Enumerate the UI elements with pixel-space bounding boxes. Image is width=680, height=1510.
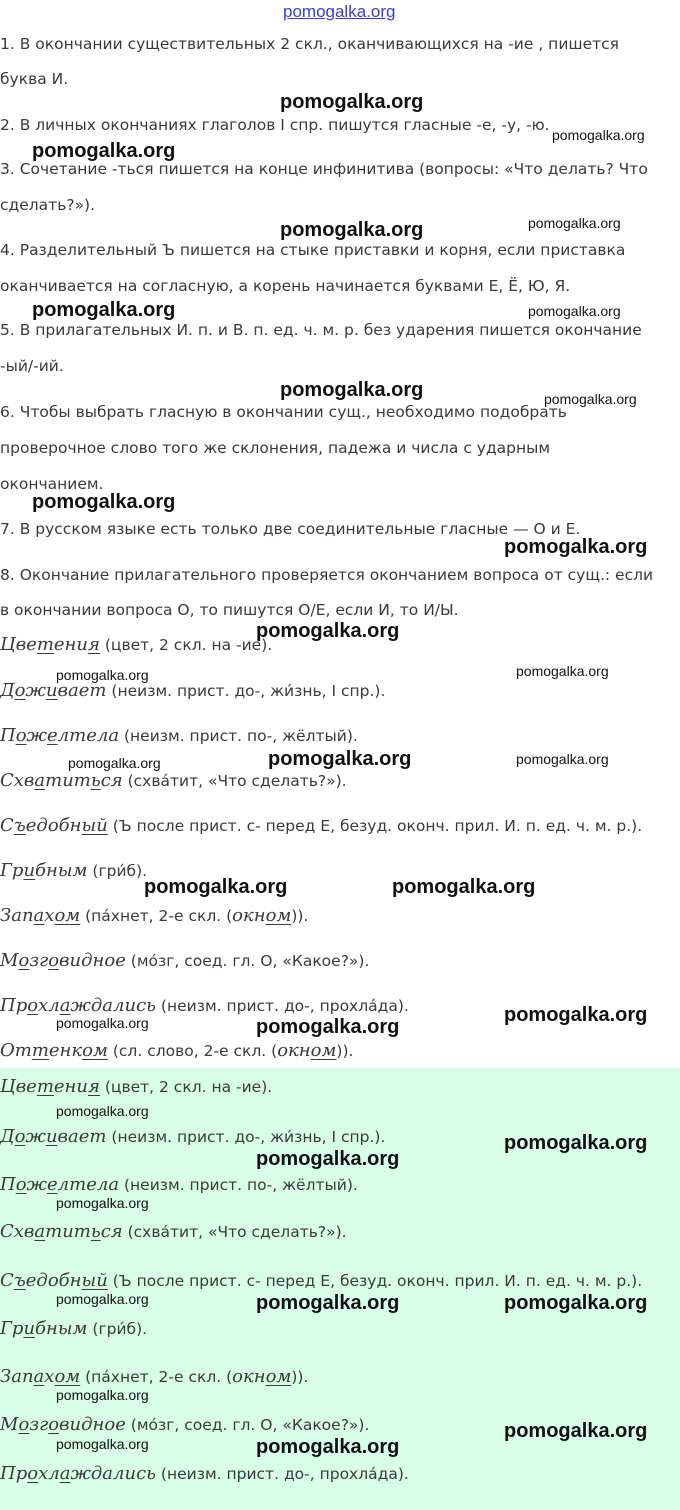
- rule-line: оканчивается на согласную, а корень начинается буквами Е, Ё, Ю, Я.: [0, 277, 571, 295]
- word-part: окн: [277, 1040, 311, 1061]
- example-line: [0, 1040, 353, 1061]
- word-part: ом: [265, 1366, 292, 1387]
- example-line: [0, 1463, 409, 1484]
- example-line: [0, 1366, 308, 1387]
- example-word: [0, 1040, 108, 1061]
- word-part: Д: [0, 1126, 15, 1147]
- watermark: pomogalka.org: [504, 1004, 648, 1026]
- example-note: (неизм. прист. до-, жи́знь, I спр.).: [106, 682, 386, 700]
- word-part: ждались: [70, 995, 156, 1016]
- word-part: ом: [54, 905, 81, 926]
- example-note: (гри́б).: [87, 1320, 148, 1338]
- watermark: pomogalka.org: [256, 1016, 400, 1038]
- word-part: е: [47, 725, 58, 746]
- rule-line: 3. Сочетание -ться пишется на конце инфинитива (вопросы: «Что делать? Что: [0, 160, 648, 178]
- watermark: pomogalka.org: [144, 876, 288, 898]
- rule-line: в окончании вопроса О, то пишутся О/Е, если И, то И/Ы.: [0, 601, 459, 619]
- word-part: П: [0, 1174, 16, 1195]
- example-note: (неизм. прист. до-, жи́знь, I спр.).: [106, 1128, 386, 1146]
- example-note: (цвет, 2 скл. на -ие).: [99, 636, 273, 654]
- example-line: [0, 1270, 642, 1291]
- word-part: вает: [57, 1126, 107, 1147]
- word-part: Схв: [0, 1221, 35, 1242]
- word-part: ж: [26, 1174, 48, 1195]
- word-part: ый: [81, 1270, 108, 1291]
- example-word: [0, 950, 126, 971]
- example-word: [0, 634, 100, 655]
- word-part: о: [14, 1126, 26, 1147]
- word-part: ж: [25, 1126, 46, 1147]
- rule-line: 4. Разделительный Ъ пишется на стыке приставки и корня, если приставка: [0, 241, 626, 259]
- example-note: (схва́тит, «Что сделать?»).: [122, 772, 347, 790]
- example-note: (неизм. прист. до-, прохла́да).: [155, 1465, 409, 1483]
- watermark: pomogalka.org: [280, 91, 424, 113]
- watermark: pomogalka.org: [504, 536, 648, 558]
- example-note: (Ъ после прист. с- перед Е, безуд. оконч. прил. И. п. ед. ч. м. р.).: [107, 1272, 643, 1290]
- word-part: и: [23, 1318, 36, 1339]
- example-word: [0, 815, 108, 836]
- rule-line: -ый/-ий.: [0, 357, 64, 375]
- word-part: ж: [25, 680, 46, 701]
- word-part: Пр: [0, 995, 28, 1016]
- word-part: о: [27, 995, 39, 1016]
- example-line: [0, 1221, 347, 1242]
- watermark: pomogalka.org: [504, 1132, 648, 1154]
- word-part: ом: [265, 905, 292, 926]
- example-word: [0, 1076, 100, 1097]
- watermark: pomogalka.org: [256, 1436, 400, 1458]
- word-part: ом: [82, 1040, 108, 1061]
- example-note: (цвет, 2 скл. на -ие).: [99, 1078, 273, 1096]
- example-tail-word: [232, 905, 291, 926]
- watermark: pomogalka.org: [32, 299, 176, 321]
- word-part: х: [44, 1366, 55, 1387]
- word-part: Гр: [0, 1318, 24, 1339]
- word-part: и: [45, 1126, 58, 1147]
- watermark: pomogalka.org: [256, 620, 400, 642]
- watermark: pomogalka.org: [56, 1103, 149, 1119]
- example-word: [0, 860, 87, 881]
- example-line: [0, 1318, 147, 1339]
- word-part: о: [48, 950, 60, 971]
- watermark: pomogalka.org: [552, 127, 645, 143]
- watermark: pomogalka.org: [504, 1420, 648, 1442]
- example-line: [0, 680, 385, 701]
- example-word: [0, 1318, 87, 1339]
- word-part: бным: [35, 860, 88, 881]
- word-part: ъ: [13, 815, 26, 836]
- word-part: зг: [29, 1414, 49, 1435]
- watermark: pomogalka.org: [56, 1436, 149, 1452]
- example-line: [0, 1414, 369, 1435]
- example-note: (па́хнет, 2-е скл. (: [80, 907, 233, 925]
- watermark: pomogalka.org: [256, 1292, 400, 1314]
- example-word: [0, 770, 123, 791]
- example-word: [0, 725, 119, 746]
- example-end: )).: [336, 1042, 354, 1060]
- example-note: (схва́тит, «Что сделать?»).: [122, 1223, 347, 1241]
- word-part: ся: [100, 1221, 123, 1242]
- word-part: окн: [232, 905, 266, 926]
- example-note: (гри́б).: [87, 862, 148, 880]
- word-part: ом: [310, 1040, 337, 1061]
- word-part: ом: [54, 1366, 81, 1387]
- word-part: ъ: [13, 1270, 26, 1291]
- watermark: pomogalka.org: [528, 303, 621, 319]
- example-line: [0, 905, 308, 926]
- word-part: Цве: [0, 634, 37, 655]
- word-part: едобн: [25, 815, 82, 836]
- example-word: [0, 680, 106, 701]
- example-line: [0, 815, 642, 836]
- rule-line: 8. Окончание прилагательного проверяется окончанием вопроса от сущ.: если: [0, 566, 654, 584]
- rule-line: 1. В окончании существительных 2 скл., оканчивающихся на -ие , пишется: [0, 35, 619, 53]
- word-part: т: [36, 1076, 54, 1097]
- word-part: о: [14, 680, 26, 701]
- word-part: х: [44, 905, 55, 926]
- rule-line: буква И.: [0, 70, 69, 88]
- word-part: Цве: [0, 1076, 37, 1097]
- example-note: (сл. слово, 2-е скл. (: [107, 1042, 278, 1060]
- watermark: pomogalka.org: [56, 1195, 149, 1211]
- example-tail-word: [277, 1040, 336, 1061]
- word-part: бным: [35, 1318, 88, 1339]
- example-tail-word: [232, 1366, 291, 1387]
- word-part: С: [0, 1270, 14, 1291]
- watermark: pomogalka.org: [504, 1292, 648, 1314]
- word-part: о: [48, 1414, 60, 1435]
- watermark: pomogalka.org: [256, 1148, 400, 1170]
- example-line: [0, 1076, 272, 1097]
- word-part: ь: [90, 1221, 101, 1242]
- word-part: ж: [26, 725, 48, 746]
- word-part: видное: [59, 1414, 126, 1435]
- rule-line: 5. В прилагательных И. п. и В. п. ед. ч. м. р. без ударения пишется окончание: [0, 321, 642, 339]
- word-part: М: [0, 1414, 19, 1435]
- word-part: а: [34, 1221, 46, 1242]
- example-line: [0, 950, 369, 971]
- word-part: я: [88, 634, 100, 655]
- site-link[interactable]: pomogalka.org: [283, 2, 396, 21]
- word-part: а: [59, 1463, 71, 1484]
- watermark: pomogalka.org: [56, 1291, 149, 1307]
- example-note: (мо́зг, соед. гл. О, «Какое?»).: [125, 1416, 370, 1434]
- word-part: и: [45, 680, 58, 701]
- word-part: Пр: [0, 1463, 28, 1484]
- word-part: е: [47, 1174, 58, 1195]
- watermark: pomogalka.org: [516, 663, 609, 679]
- word-part: лтела: [57, 1174, 120, 1195]
- example-note: (неизм. прист. по-, жёлтый).: [119, 727, 358, 745]
- word-part: о: [15, 1174, 27, 1195]
- example-word: [0, 1174, 119, 1195]
- example-line: [0, 995, 409, 1016]
- rule-line: 2. В личных окончаниях глаголов I спр. пишутся гласные -е, -у, -ю.: [0, 116, 550, 134]
- watermark: pomogalka.org: [280, 379, 424, 401]
- example-line: [0, 725, 358, 746]
- word-part: ся: [100, 770, 123, 791]
- word-part: т: [36, 634, 54, 655]
- example-note: (Ъ после прист. с- перед Е, безуд. оконч. прил. И. п. ед. ч. м. р.).: [107, 817, 643, 835]
- word-part: о: [18, 1414, 30, 1435]
- word-part: М: [0, 950, 19, 971]
- word-part: ени: [53, 634, 89, 655]
- watermark: pomogalka.org: [280, 219, 424, 241]
- rule-line: 7. В русском языке есть только две соединительные гласные — О и Е.: [0, 520, 581, 538]
- rule-line: проверочное слово того же склонения, падежа и числа с ударным: [0, 439, 551, 457]
- word-part: едобн: [25, 1270, 82, 1291]
- word-part: ь: [90, 770, 101, 791]
- word-part: хл: [38, 995, 60, 1016]
- example-word: [0, 1270, 108, 1291]
- word-part: а: [59, 995, 71, 1016]
- example-word: [0, 1221, 123, 1242]
- example-end: )).: [291, 907, 309, 925]
- word-part: П: [0, 725, 16, 746]
- word-part: т: [31, 1040, 49, 1061]
- example-word: [0, 1414, 126, 1435]
- example-word: [0, 1126, 106, 1147]
- word-part: тит: [45, 770, 91, 791]
- word-part: я: [88, 1076, 100, 1097]
- watermark: pomogalka.org: [68, 755, 161, 771]
- example-word: [0, 1366, 80, 1387]
- watermark: pomogalka.org: [544, 391, 637, 407]
- example-note: (па́хнет, 2-е скл. (: [80, 1368, 233, 1386]
- word-part: зг: [29, 950, 49, 971]
- word-part: видное: [59, 950, 126, 971]
- word-part: тит: [45, 1221, 91, 1242]
- example-line: [0, 1174, 358, 1195]
- example-note: (мо́зг, соед. гл. О, «Какое?»).: [125, 952, 370, 970]
- watermark: pomogalka.org: [392, 876, 536, 898]
- watermark: pomogalka.org: [516, 751, 609, 767]
- word-part: енк: [48, 1040, 83, 1061]
- word-part: ждались: [70, 1463, 156, 1484]
- word-part: От: [0, 1040, 32, 1061]
- word-part: о: [15, 725, 27, 746]
- example-word: [0, 905, 80, 926]
- word-part: а: [34, 770, 46, 791]
- example-note: (неизм. прист. до-, прохла́да).: [155, 997, 409, 1015]
- word-part: окн: [232, 1366, 266, 1387]
- watermark: pomogalka.org: [528, 215, 621, 231]
- example-note: (неизм. прист. по-, жёлтый).: [119, 1176, 358, 1194]
- rule-line: 6. Чтобы выбрать гласную в окончании сущ., необходимо подобрать: [0, 403, 567, 421]
- word-part: Схв: [0, 770, 35, 791]
- word-part: а: [33, 905, 45, 926]
- example-line: [0, 634, 272, 655]
- word-part: и: [23, 860, 36, 881]
- example-line: [0, 860, 147, 881]
- word-part: о: [18, 950, 30, 971]
- example-line: [0, 770, 347, 791]
- watermark: pomogalka.org: [268, 748, 412, 770]
- word-part: а: [33, 1366, 45, 1387]
- word-part: С: [0, 815, 14, 836]
- example-word: [0, 1463, 156, 1484]
- rule-line: сделать?»).: [0, 196, 96, 214]
- word-part: ый: [81, 815, 108, 836]
- word-part: лтела: [57, 725, 120, 746]
- word-part: хл: [38, 1463, 60, 1484]
- word-part: Гр: [0, 860, 24, 881]
- word-part: Д: [0, 680, 15, 701]
- word-part: Зап: [0, 905, 34, 926]
- word-part: Зап: [0, 1366, 34, 1387]
- example-line: [0, 1126, 385, 1147]
- watermark: pomogalka.org: [32, 491, 176, 513]
- watermark: pomogalka.org: [56, 1387, 149, 1403]
- example-word: [0, 995, 156, 1016]
- word-part: ени: [53, 1076, 89, 1097]
- rule-line: окончанием.: [0, 475, 104, 493]
- example-end: )).: [291, 1368, 309, 1386]
- word-part: вает: [57, 680, 107, 701]
- watermark: pomogalka.org: [32, 140, 176, 162]
- watermark: pomogalka.org: [56, 667, 149, 683]
- watermark: pomogalka.org: [56, 1015, 149, 1031]
- word-part: о: [27, 1463, 39, 1484]
